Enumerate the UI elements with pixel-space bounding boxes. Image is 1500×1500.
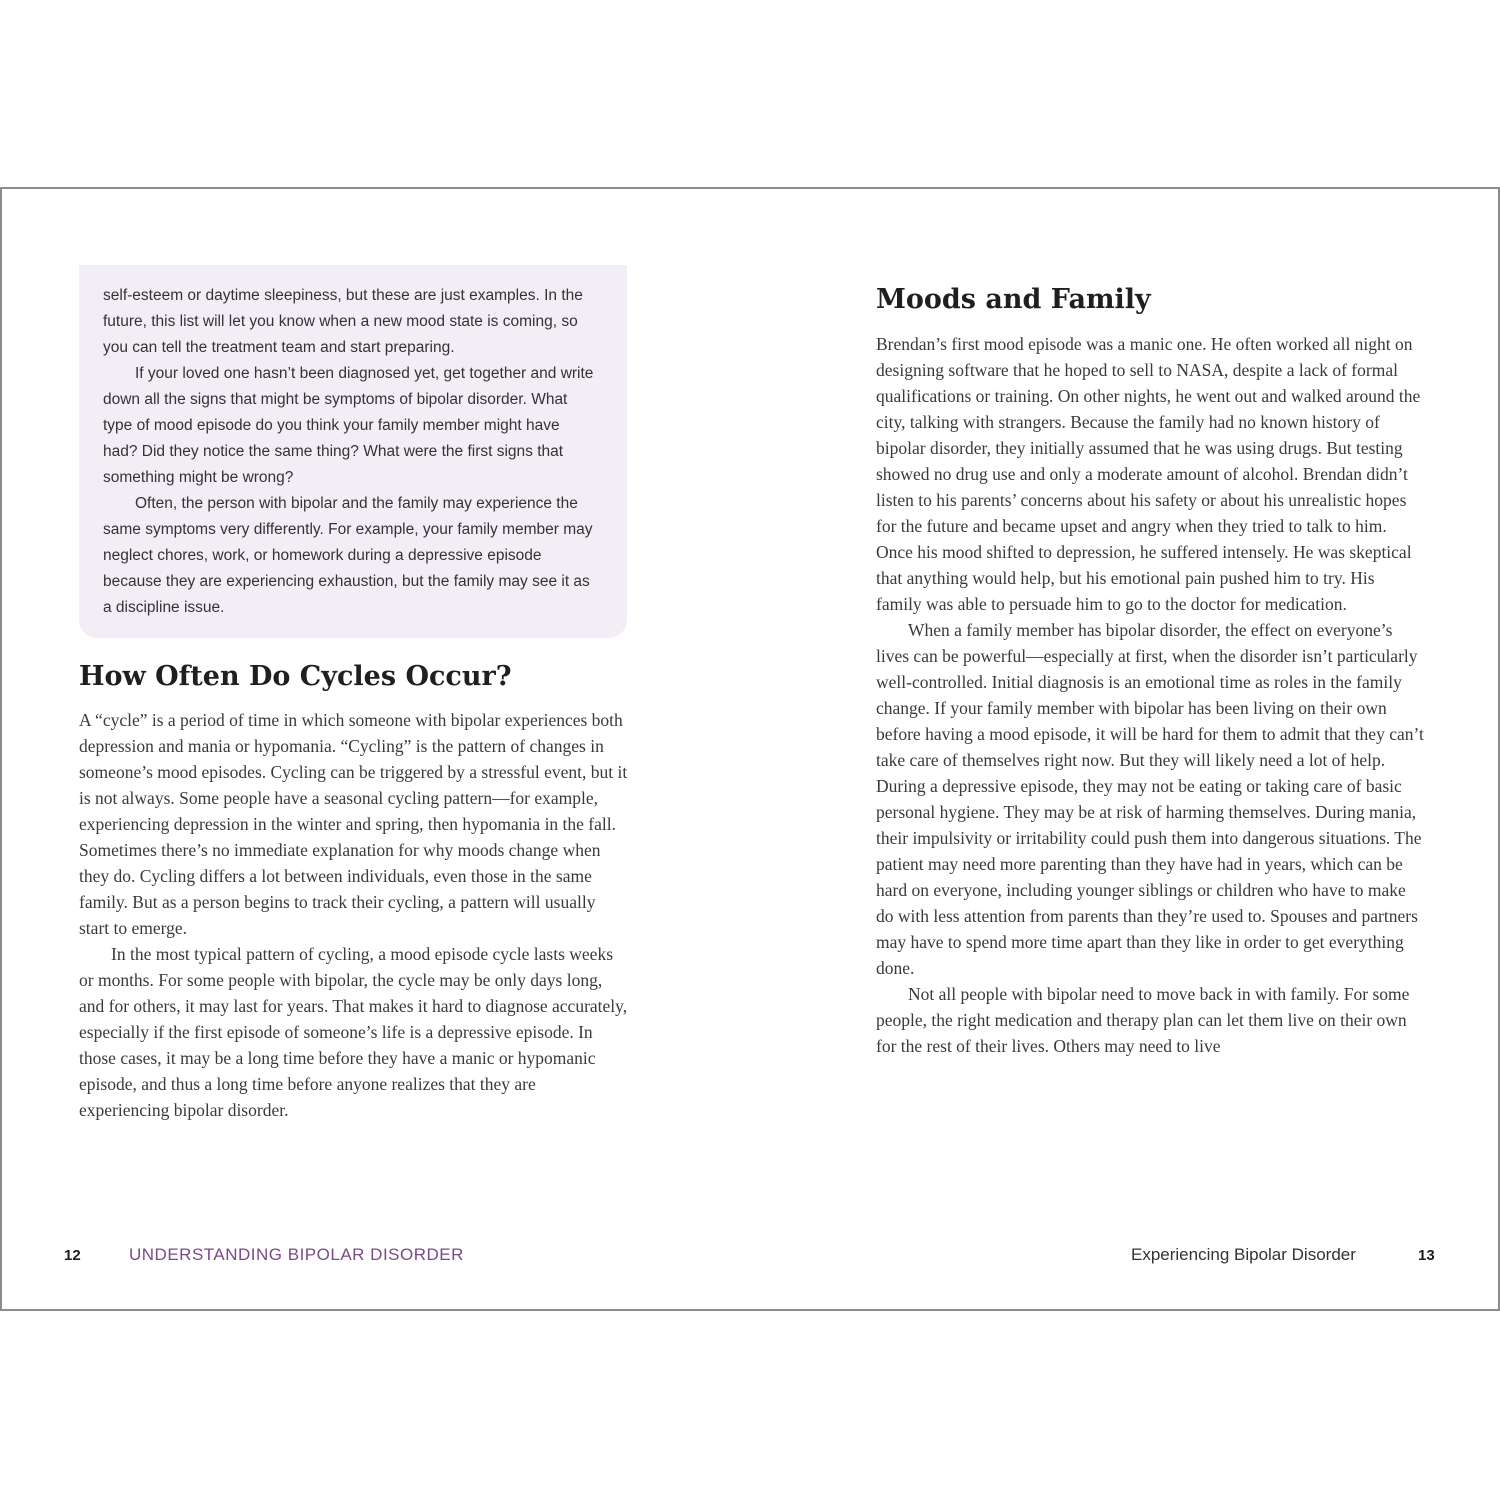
body-paragraph: Not all people with bipolar need to move back in with family. For some people, the right medication and therapy plan can let them live on their own for the rest of their lives. Others may need to live <box>876 984 1410 1056</box>
left-body-text <box>79 707 629 1123</box>
left-section-heading: How Often Do Cycles Occur? <box>79 661 512 692</box>
sidebar-paragraph: self-esteem or daytime sleepiness, but these are just examples. In the future, this list will let you know when a new mood state is coming, so you can tell the treatment team and start preparing. <box>103 287 583 356</box>
body-paragraph: A “cycle” is a period of time in which someone with bipolar experiences both depression and mania or hypomania. “Cycling” is the pattern of changes in someone’s mood episodes. Cycling can be triggered by a stressful event, but it is not always. Some people have a seasonal cycling pattern—for example, experiencing depression in the winter and spring, then hypomania in the fall. Sometimes there’s no immediate explanation for why moods change when they do. Cycling differs a lot between individuals, even those in the same family. But as a person begins to track their cycling, a pattern will usually start to emerge. <box>79 710 628 938</box>
sidebar-paragraph: Often, the person with bipolar and the family may experience the same symptoms very differently. For example, your family member may neglect chores, work, or homework during a depressive episode because they are experiencing exhaustion, but the family may see it as a discipline issue. <box>103 495 593 616</box>
right-body-text <box>876 331 1424 1059</box>
sidebar-paragraph: If your loved one hasn’t been diagnosed yet, get together and write down all the signs that might be symptoms of bipolar disorder. What type of mood episode do you think your family member might have had? Did they notice the same thing? What were the first signs that something might be wrong? <box>103 365 594 486</box>
right-section-heading: Moods and Family <box>876 284 1151 315</box>
body-paragraph: Brendan’s first mood episode was a manic one. He often worked all night on designing software that he hoped to sell to NASA, despite a lack of formal qualifications or training. On other nights, he went out and walked around the city, talking with strangers. Because the family had no known history of bipolar disorder, they initially assumed that he was using drugs. But testing showed no drug use and only a moderate amount of alcohol. Brendan didn’t listen to his parents’ concerns about his safety or about his unrealistic hopes for the future and became upset and angry when they tried to talk to him. Once his mood shifted to depression, he suffered intensely. He was skeptical that anything would help, but his emotional pain pushed him to try. His family was able to persuade him to go to the doctor for medication. <box>876 334 1421 614</box>
right-running-head: Experiencing Bipolar Disorder <box>1131 1245 1356 1264</box>
sidebar-callout-box <box>79 265 627 638</box>
body-paragraph: In the most typical pattern of cycling, a mood episode cycle lasts weeks or months. For some people with bipolar, the cycle may be only days long, and for others, it may last for years. That makes it hard to diagnose accurately, especially if the first episode of someone’s life is a depressive episode. In those cases, it may be a long time before they have a manic or hypomanic episode, and thus a long time before anyone realizes that they are experiencing bipolar disorder. <box>79 944 628 1120</box>
left-running-head: UNDERSTANDING BIPOLAR DISORDER <box>129 1245 464 1264</box>
left-page-number: 12 <box>64 1247 81 1264</box>
book-spread <box>0 187 1500 1311</box>
right-page-number: 13 <box>1418 1247 1435 1264</box>
body-paragraph: When a family member has bipolar disorder, the effect on everyone’s lives can be powerful—especially at first, when the disorder isn’t particularly well-controlled. Initial diagnosis is an emotional time as roles in the family change. If your family member with bipolar has been living on their own before having a mood episode, it will be hard for them to admit that they can’t take care of themselves right now. But they will likely need a lot of help. During a depressive episode, they may not be eating or taking care of basic personal hygiene. They may be at risk of harming themselves. During mania, their impulsivity or irritability could push them into dangerous situations. The patient may need more parenting than they have had in years, which can be hard on everyone, including younger siblings or children who have to make do with less attention from parents than they’re used to. Spouses and partners may have to spend more time apart than they like in order to get everything done. <box>876 620 1424 978</box>
